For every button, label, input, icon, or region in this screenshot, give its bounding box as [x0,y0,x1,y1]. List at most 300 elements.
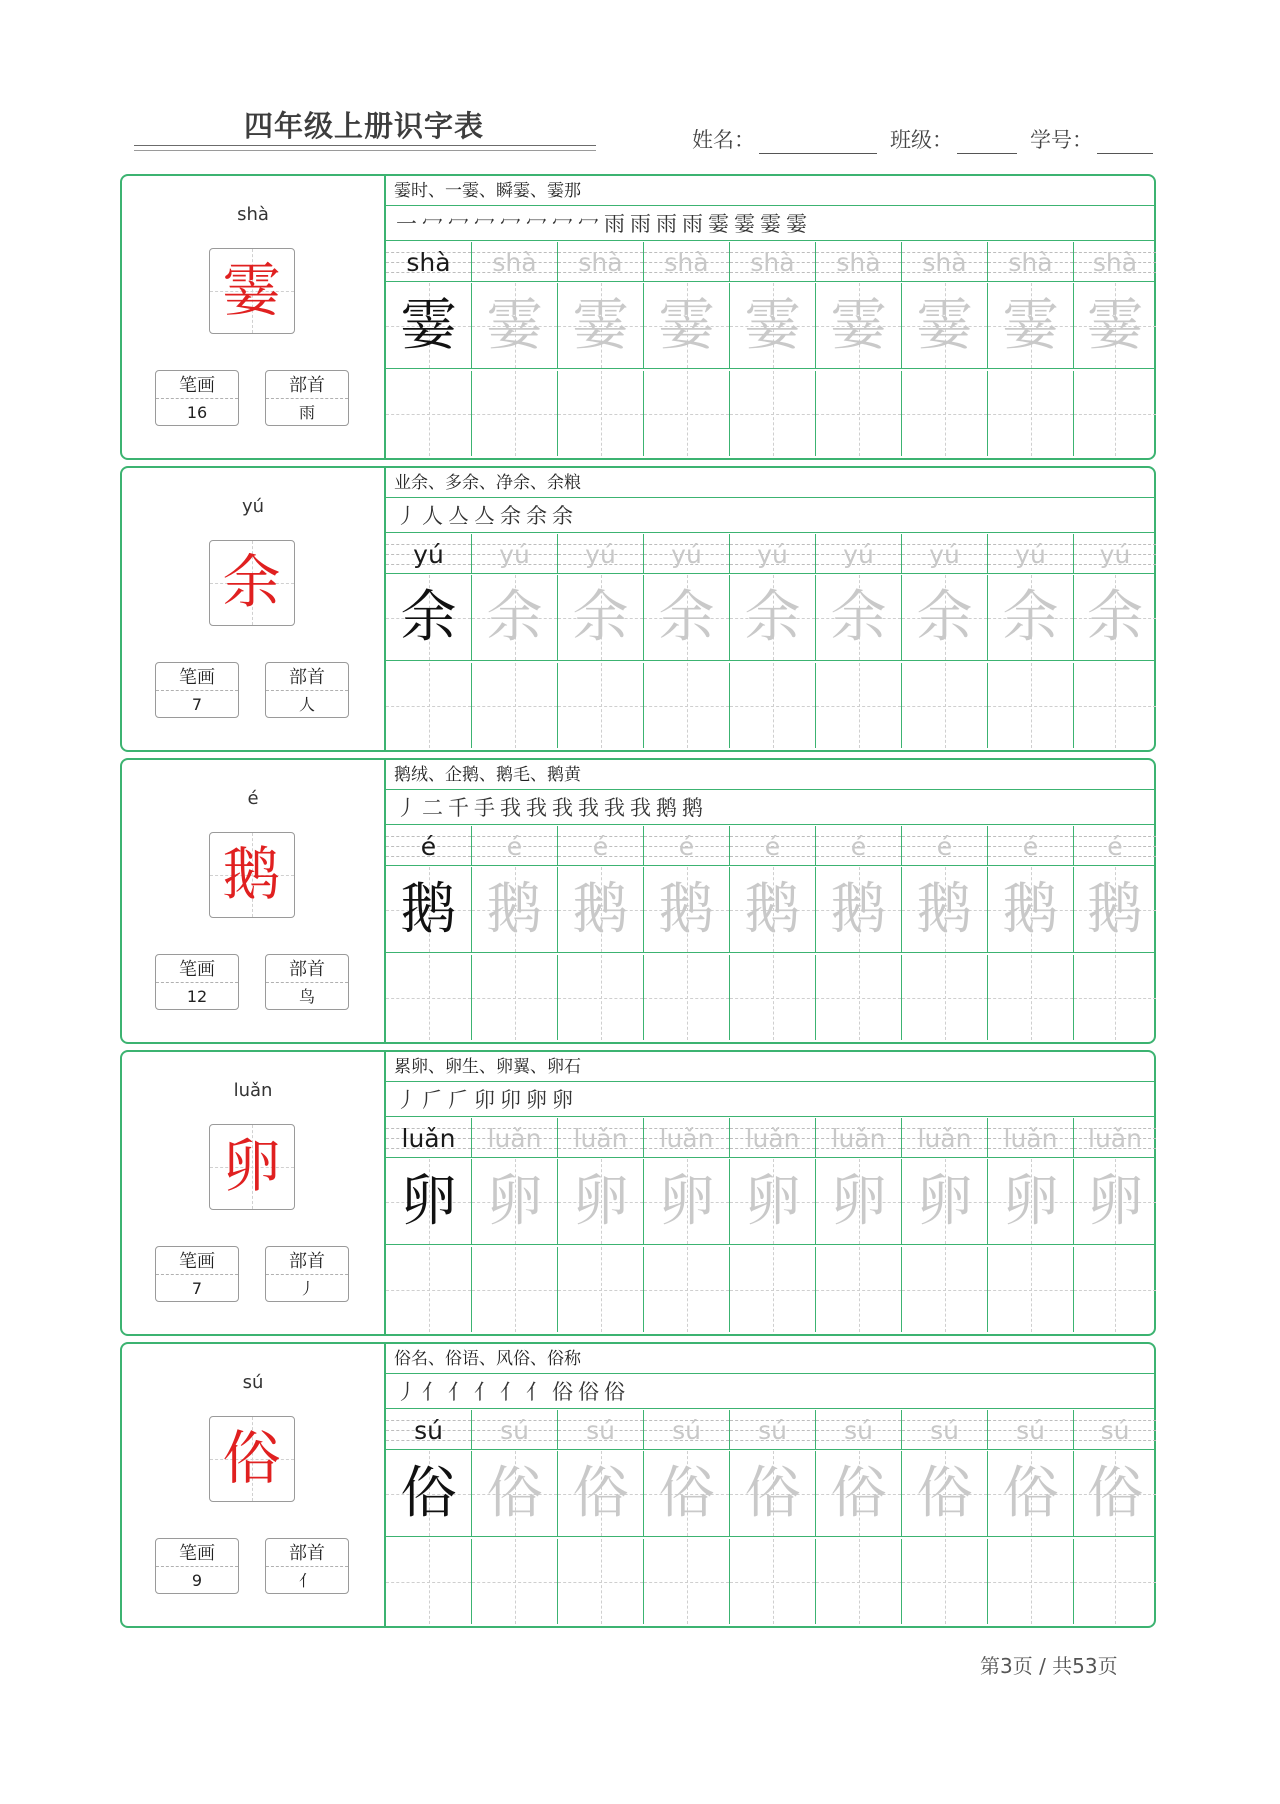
trace-cell [386,1451,472,1537]
char-pinyin: yú [241,496,265,517]
char-trace: 霎 [486,293,543,358]
title-underline-thin [134,150,596,151]
trace-cell[interactable] [558,1451,644,1537]
stroke-step: 丿 [396,1088,420,1112]
pinyin-cell[interactable] [988,1410,1074,1450]
pinyin-trace: sú [1100,1416,1130,1445]
write-cell[interactable] [816,663,902,748]
character-summary [122,760,386,1042]
pinyin-trace: é [1107,832,1123,861]
write-cell[interactable] [1074,955,1156,1040]
char-trace: 鹅 [658,877,715,942]
write-cell[interactable] [644,1539,730,1624]
write-cell[interactable] [902,371,988,456]
char-trace: 俗 [572,1461,629,1526]
stroke-step: 俗 [578,1380,602,1404]
trace-cell[interactable] [730,1451,816,1537]
char-display-box [209,248,295,334]
write-cell[interactable] [386,1247,472,1332]
write-cell[interactable] [988,1539,1074,1624]
stroke-step: 霎 [786,212,810,236]
pinyin-trace: shà [664,248,709,277]
trace-cell[interactable] [988,867,1074,953]
trace-cell[interactable] [1074,1451,1156,1537]
pinyin-cell[interactable] [816,826,902,866]
trace-cell[interactable] [472,1159,558,1245]
char-trace: 鹅 [830,877,887,942]
trace-cell[interactable] [644,283,730,369]
practice-grid [386,1052,1156,1334]
trace-cell [386,1159,472,1245]
char-trace: 霎 [1002,293,1059,358]
write-cell[interactable] [902,1539,988,1624]
pinyin-trace: é [678,832,695,861]
char-trace: 卵 [572,1169,629,1234]
char-model: 霎 [400,293,457,358]
stroke-step: 鹅 [682,796,706,820]
word-examples: 鹅绒、企鹅、鹅毛、鹅黄 [386,760,1156,790]
pinyin-model: luǎn [401,1124,456,1153]
write-cell[interactable] [644,1247,730,1332]
stroke-order [386,1375,1156,1409]
stroke-count-box [155,1246,239,1302]
trace-cell[interactable] [902,283,988,369]
write-cell[interactable] [1074,371,1156,456]
pinyin-trace: shà [836,248,881,277]
stroke-step: 余 [526,504,550,528]
pinyin-cell[interactable] [558,1410,644,1450]
pinyin-cell[interactable] [1074,534,1156,574]
pinyin-trace: shà [750,248,795,277]
name-blank[interactable] [759,131,877,154]
pinyin-model: é [420,832,437,861]
char-trace: 霎 [572,293,629,358]
stroke-step: 亻 [422,1380,446,1404]
trace-cell[interactable] [1074,575,1156,661]
radical-label: 部首 [266,1247,348,1275]
char-trace: 俗 [1002,1461,1059,1526]
stroke-step: 丿 [396,1380,420,1404]
pinyin-trace: luǎn [659,1124,714,1153]
id-blank[interactable] [1097,131,1153,154]
practice-grid [386,176,1156,458]
stroke-order [386,499,1156,533]
pinyin-trace: luǎn [917,1124,972,1153]
pinyin-cell[interactable] [644,534,730,574]
stroke-count-label: 笔画 [156,1539,238,1567]
char-trace: 俗 [1087,1461,1143,1526]
character-card [120,758,1156,1044]
write-cell[interactable] [472,371,558,456]
char-trace: 余 [830,585,887,650]
stroke-count-label: 笔画 [156,955,238,983]
trace-cell[interactable] [730,867,816,953]
stroke-step: 我 [578,796,602,820]
stroke-step: 霎 [708,212,732,236]
stroke-order [386,207,1156,241]
stroke-order [386,1083,1156,1117]
trace-cell [386,283,472,369]
pinyin-trace: é [506,832,523,861]
pinyin-cell[interactable] [472,534,558,574]
stroke-step: 我 [500,796,524,820]
pinyin-model: yú [413,540,444,569]
trace-cell[interactable] [816,1451,902,1537]
pinyin-cell[interactable] [902,242,988,282]
id-field[interactable] [1030,124,1153,154]
pinyin-trace: sú [1016,1416,1045,1445]
write-cell[interactable] [386,663,472,748]
char-trace: 卵 [658,1169,715,1234]
pinyin-cell[interactable] [644,242,730,282]
radical-value: 雨 [298,403,315,422]
pinyin-cell[interactable] [816,534,902,574]
pinyin-trace: luǎn [745,1124,800,1153]
char-display: 霎 [222,256,281,324]
page-number: 第3页 / 共53页 [980,1654,1118,1678]
trace-cell[interactable] [472,575,558,661]
pinyin-trace: é [592,832,609,861]
pinyin-cell[interactable] [1074,826,1156,866]
page-title: 四年级上册识字表 [244,109,485,143]
trace-cell [386,575,472,661]
pinyin-cell[interactable] [988,534,1074,574]
char-trace: 余 [916,585,973,650]
title-underline [134,145,596,146]
pinyin-cell[interactable] [472,826,558,866]
id-label: 学号： [1030,128,1093,152]
write-cell[interactable] [816,371,902,456]
write-cell[interactable] [558,663,644,748]
trace-cell[interactable] [472,1451,558,1537]
write-cell[interactable] [988,371,1074,456]
char-pinyin: é [247,788,259,809]
pinyin-cell[interactable] [816,242,902,282]
trace-cell[interactable] [988,1159,1074,1245]
radical-value: 人 [298,695,315,714]
radical-value: 丿 [298,1279,315,1298]
pinyin-cell[interactable] [558,242,644,282]
trace-cell[interactable] [816,283,902,369]
pinyin-trace: shà [1092,248,1138,277]
char-trace: 鹅 [572,877,629,942]
stroke-count-value: 12 [186,987,208,1006]
pinyin-cell[interactable] [558,534,644,574]
practice-grid [386,760,1156,1042]
pinyin-cell[interactable] [1074,1118,1156,1158]
char-trace: 俗 [830,1461,887,1526]
write-cell[interactable] [988,955,1074,1040]
pinyin-trace: luǎn [831,1124,886,1153]
stroke-step: 亻 [474,1380,498,1404]
char-trace: 霎 [658,293,715,358]
char-trace: 霎 [830,293,887,358]
char-pinyin: shà [237,204,269,225]
trace-cell[interactable] [558,575,644,661]
pinyin-cell[interactable] [730,826,816,866]
write-cell[interactable] [902,955,988,1040]
write-cell[interactable] [644,955,730,1040]
pinyin-trace: yú [757,540,788,569]
trace-cell[interactable] [988,575,1074,661]
char-trace: 霎 [1087,293,1143,358]
char-display-box [209,1416,295,1502]
write-cell[interactable] [1074,663,1156,748]
radical-label: 部首 [266,663,348,691]
stroke-count-value: 7 [191,1279,203,1298]
char-display: 卵 [222,1132,281,1200]
pinyin-cell[interactable] [1074,1410,1156,1450]
char-trace: 鹅 [1002,877,1059,942]
write-cell[interactable] [902,1247,988,1332]
trace-cell[interactable] [902,575,988,661]
char-trace: 鹅 [916,877,973,942]
stroke-step: 余 [500,504,524,528]
pinyin-cell[interactable] [730,534,816,574]
practice-grid [386,468,1156,750]
class-blank[interactable] [957,131,1017,154]
pinyin-trace: é [1022,832,1039,861]
trace-cell[interactable] [730,575,816,661]
stroke-step: 亻 [526,1380,550,1404]
stroke-step: 卵 [552,1088,576,1112]
write-cell[interactable] [902,663,988,748]
write-cell[interactable] [816,955,902,1040]
char-trace: 余 [572,585,629,650]
stroke-step: 亻 [448,1380,472,1404]
pinyin-trace: yú [1015,540,1046,569]
stroke-step: 我 [604,796,628,820]
radical-label: 部首 [266,955,348,983]
stroke-step: 二 [422,796,446,820]
trace-cell[interactable] [558,283,644,369]
write-cell[interactable] [386,1539,472,1624]
stroke-step: 亼 [474,504,498,528]
trace-cell[interactable] [644,1451,730,1537]
stroke-count-value: 9 [191,1571,203,1590]
trace-cell[interactable] [1074,867,1156,953]
trace-cell[interactable] [558,867,644,953]
pinyin-cell [386,242,472,282]
stroke-step: 雨 [682,212,706,236]
stroke-step: 卵 [526,1088,550,1112]
pinyin-model: sú [414,1416,443,1445]
stroke-step: 千 [448,796,472,820]
char-display: 鹅 [222,840,281,908]
write-cell[interactable] [730,1247,816,1332]
pinyin-cell[interactable] [1074,242,1156,282]
trace-cell[interactable] [558,1159,644,1245]
radical-box [265,954,349,1010]
trace-cell[interactable] [902,1451,988,1537]
write-cell[interactable] [386,955,472,1040]
name-field[interactable] [692,124,877,154]
stroke-count-value: 16 [186,403,208,422]
pinyin-cell[interactable] [558,1118,644,1158]
stroke-count-box [155,662,239,718]
trace-cell [386,867,472,953]
stroke-step: 手 [474,796,498,820]
pinyin-trace: luǎn [573,1124,628,1153]
pinyin-cell[interactable] [472,242,558,282]
pinyin-cell [386,534,472,574]
pinyin-cell[interactable] [816,1410,902,1450]
pinyin-cell[interactable] [730,1410,816,1450]
pinyin-trace: shà [1008,248,1053,277]
trace-cell[interactable] [644,867,730,953]
trace-cell[interactable] [816,1159,902,1245]
char-trace: 余 [486,585,543,650]
trace-cell[interactable] [988,1451,1074,1537]
pinyin-trace: sú [672,1416,701,1445]
character-summary [122,1344,386,1626]
stroke-order [386,791,1156,825]
trace-cell[interactable] [988,283,1074,369]
stroke-step: 冖 [422,212,446,236]
pinyin-trace: yú [1099,540,1131,569]
character-summary [122,176,386,458]
pinyin-cell[interactable] [902,826,988,866]
pinyin-cell[interactable] [472,1118,558,1158]
stroke-step: 丿 [396,504,420,528]
stroke-count-label: 笔画 [156,663,238,691]
stroke-step: 冖 [500,212,524,236]
char-pinyin: sú [242,1372,264,1393]
pinyin-cell[interactable] [988,242,1074,282]
character-card [120,174,1156,460]
char-display-box [209,832,295,918]
char-trace: 卵 [830,1169,887,1234]
stroke-step: 我 [552,796,576,820]
char-trace: 霎 [916,293,973,358]
radical-box [265,1538,349,1594]
trace-cell[interactable] [1074,1159,1156,1245]
write-cell[interactable] [988,1247,1074,1332]
pinyin-cell[interactable] [644,1118,730,1158]
char-trace: 俗 [658,1461,715,1526]
stroke-count-box [155,954,239,1010]
stroke-step: 霎 [734,212,758,236]
char-trace: 卵 [1087,1169,1143,1234]
radical-value: 鸟 [298,987,315,1006]
trace-cell[interactable] [816,575,902,661]
write-cell[interactable] [644,663,730,748]
stroke-step: 冖 [578,212,602,236]
char-trace: 余 [744,585,801,650]
write-cell[interactable] [558,1539,644,1624]
pinyin-cell[interactable] [472,1410,558,1450]
char-trace: 鹅 [744,877,801,942]
pinyin-cell[interactable] [902,1410,988,1450]
pinyin-cell[interactable] [988,1118,1074,1158]
pinyin-cell[interactable] [558,826,644,866]
char-trace: 余 [1087,585,1143,650]
practice-grid [386,1344,1156,1626]
pinyin-trace: é [764,832,781,861]
stroke-step: 𠂆 [448,1088,472,1112]
stroke-step: 𠂆 [422,1088,446,1112]
write-cell[interactable] [558,955,644,1040]
write-cell[interactable] [730,663,816,748]
character-card [120,466,1156,752]
trace-cell[interactable] [902,867,988,953]
radical-box [265,662,349,718]
pinyin-cell[interactable] [816,1118,902,1158]
trace-cell[interactable] [1074,283,1156,369]
pinyin-trace: yú [843,540,874,569]
radical-label: 部首 [266,1539,348,1567]
write-cell[interactable] [730,371,816,456]
char-trace: 鹅 [486,877,543,942]
pinyin-cell[interactable] [730,1118,816,1158]
radical-label: 部首 [266,371,348,399]
pinyin-cell[interactable] [644,1410,730,1450]
pinyin-trace: shà [922,248,967,277]
trace-cell[interactable] [472,867,558,953]
stroke-step: 雨 [604,212,628,236]
write-cell[interactable] [1074,1247,1156,1332]
character-card [120,1050,1156,1336]
write-cell[interactable] [816,1247,902,1332]
stroke-step: 一 [396,212,420,236]
trace-cell[interactable] [472,283,558,369]
trace-cell[interactable] [644,575,730,661]
char-model: 鹅 [400,877,457,942]
pinyin-cell[interactable] [902,1118,988,1158]
write-cell[interactable] [730,955,816,1040]
pinyin-cell[interactable] [730,242,816,282]
write-cell[interactable] [472,1247,558,1332]
class-field[interactable] [890,124,1017,154]
trace-cell[interactable] [730,283,816,369]
write-cell[interactable] [386,371,472,456]
worksheet-header [0,0,1280,170]
word-examples: 业余、多余、净余、余粮 [386,468,1156,498]
stroke-step: 俗 [552,1380,576,1404]
stroke-step: 人 [422,504,446,528]
write-cell[interactable] [558,371,644,456]
write-cell[interactable] [816,1539,902,1624]
stroke-step: 冖 [474,212,498,236]
write-cell[interactable] [472,955,558,1040]
word-examples: 累卵、卵生、卵翼、卵石 [386,1052,1156,1082]
stroke-step: 我 [630,796,654,820]
pinyin-cell[interactable] [988,826,1074,866]
stroke-step: 卯 [474,1088,498,1112]
trace-cell[interactable] [644,1159,730,1245]
radical-value: 亻 [298,1571,315,1590]
char-trace: 余 [658,585,715,650]
pinyin-cell[interactable] [902,534,988,574]
pinyin-trace: sú [930,1416,959,1445]
pinyin-trace: sú [586,1416,615,1445]
write-cell[interactable] [472,663,558,748]
trace-cell[interactable] [816,867,902,953]
write-cell[interactable] [558,1247,644,1332]
stroke-step: 卯 [500,1088,524,1112]
write-cell[interactable] [730,1539,816,1624]
write-cell[interactable] [1074,1539,1156,1624]
pinyin-trace: é [850,832,867,861]
trace-cell[interactable] [730,1159,816,1245]
write-cell[interactable] [644,371,730,456]
write-cell[interactable] [472,1539,558,1624]
pinyin-trace: luǎn [1088,1124,1142,1153]
pinyin-cell[interactable] [644,826,730,866]
trace-cell[interactable] [902,1159,988,1245]
write-cell[interactable] [988,663,1074,748]
stroke-step: 雨 [630,212,654,236]
